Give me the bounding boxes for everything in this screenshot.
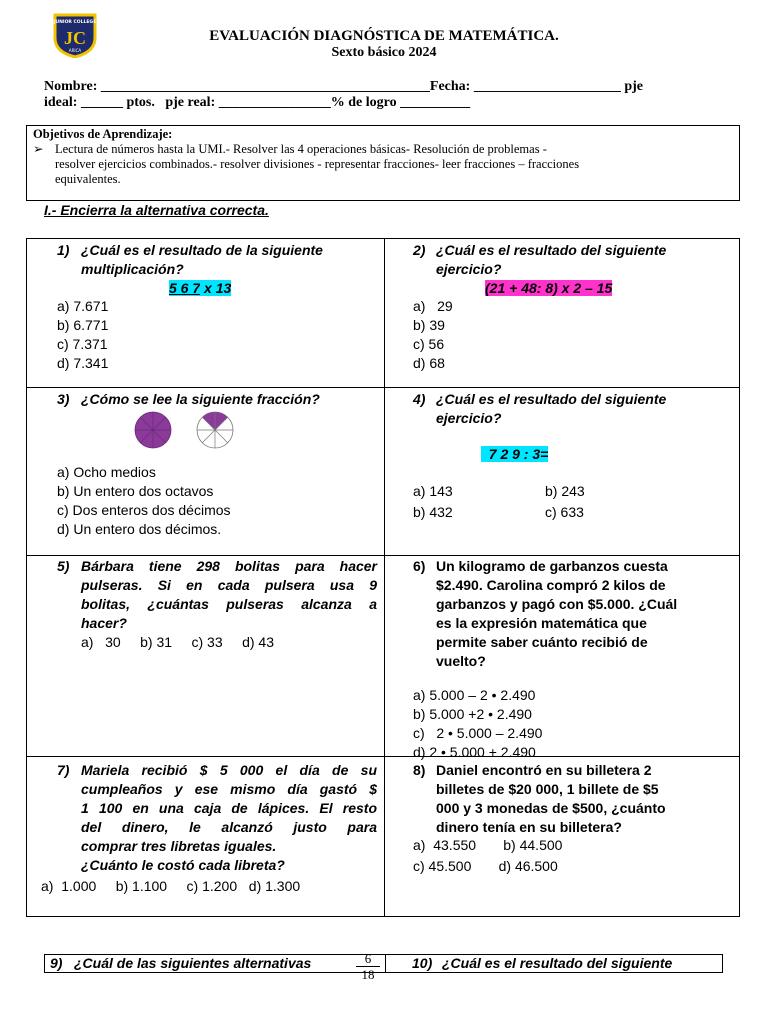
q8-line3: 000 y 3 monedas de $500, ¿cuánto: [436, 800, 666, 816]
q1-option-b[interactable]: b) 6.771: [57, 317, 109, 333]
q8-options-row2[interactable]: c) 45.500 d) 46.500: [413, 858, 558, 874]
q7-options[interactable]: a) 1.000 b) 1.100 c) 1.200 d) 1.300: [41, 878, 301, 894]
questions-table: [26, 238, 740, 917]
page-title: EVALUACIÓN DIAGNÓSTICA DE MATEMÁTICA.: [209, 28, 559, 44]
q2-text-line2: ejercicio?: [436, 261, 502, 277]
q2-text-line1: ¿Cuál es el resultado del siguiente: [436, 242, 667, 258]
q5-number: 5): [57, 558, 70, 574]
q4-text-line1: ¿Cuál es el resultado del siguiente: [436, 391, 667, 407]
q6-line3: garbanzos y pagó con $5.000. ¿Cuál: [436, 596, 678, 612]
q7-line5: comprar tres libretas iguales.: [81, 838, 277, 854]
q4-expression: 7 2 9 : 3=: [481, 446, 549, 462]
q6-option-a[interactable]: a) 5.000 – 2 • 2.490: [413, 687, 536, 703]
q6-line6: vuelto?: [436, 653, 486, 669]
q4-option-b2[interactable]: b) 432: [413, 504, 453, 520]
svg-text:JC: JC: [64, 28, 86, 48]
q7-line2: cumpleaños y ese mismo día gastó $: [81, 781, 377, 797]
q5-line3: bolitas, ¿cuántas pulseras alcanza a: [81, 596, 377, 612]
fraction-pies: [127, 410, 247, 457]
q4-number: 4): [413, 391, 426, 407]
q1-number: 1): [57, 242, 70, 258]
q10-number: 10): [412, 955, 433, 971]
q9-fraction: [356, 951, 380, 982]
q9-text: ¿Cuál de las siguientes alternativas: [74, 955, 312, 971]
q6-option-c[interactable]: c) 2 • 5.000 – 2.490: [413, 725, 543, 741]
q6-option-b[interactable]: b) 5.000 +2 • 2.490: [413, 706, 532, 722]
q3-option-c[interactable]: c) Dos enteros dos décimos: [57, 502, 231, 518]
q5-options[interactable]: a) 30 b) 31 c) 33 d) 43: [81, 634, 274, 650]
q6-line4: es la expresión matemática que: [436, 615, 647, 631]
full-pie: [135, 412, 171, 448]
q3-option-d[interactable]: d) Un entero dos décimos.: [57, 521, 222, 537]
q1-option-d[interactable]: d) 7.341: [57, 355, 109, 371]
q2-option-d[interactable]: d) 68: [413, 355, 445, 371]
q3-option-a[interactable]: a) Ocho medios: [57, 464, 156, 480]
q1-option-a[interactable]: a) 7.671: [57, 298, 109, 314]
q6-number: 6): [413, 558, 426, 574]
q2-expression: (21 + 48: 8) x 2 – 15: [485, 280, 613, 296]
page-subtitle: Sexto básico 2024: [331, 45, 437, 60]
q1-expression: 5 6 7 x 13: [169, 280, 232, 296]
q3-text: ¿Cómo se lee la siguiente fracción?: [81, 391, 320, 407]
partial-pie: [197, 412, 233, 448]
q8-line2: billetes de $20 000, 1 billete de $5: [436, 781, 659, 797]
q6-line2: $2.490. Carolina compró 2 kilos de: [436, 577, 666, 593]
objectives-line2: resolver ejercicios combinados.- resolver divisiones - representar fracciones- leer fracciones – fracciones: [55, 157, 580, 171]
q7-line6: ¿Cuánto le costó cada libreta?: [81, 857, 285, 873]
logo-sub: ARICA: [68, 48, 82, 53]
q5-line1: Bárbara tiene 298 bolitas para hacer: [81, 558, 377, 574]
q2-option-b[interactable]: b) 39: [413, 317, 445, 333]
q4-option-a[interactable]: a) 143: [413, 483, 453, 499]
q3-option-b[interactable]: b) Un entero dos octavos: [57, 483, 214, 499]
q7-line4: del dinero, le alcanzó justo para: [81, 819, 377, 835]
q1-text-line1: ¿Cuál es el resultado de la siguiente: [81, 242, 323, 258]
fraction-denominator: 18: [361, 967, 375, 982]
q9-number: 9): [50, 955, 63, 971]
q8-line1: Daniel encontró en su billetera 2: [436, 762, 652, 778]
section-title: I.- Encierra la alternativa correcta.: [44, 202, 269, 218]
q5-line4: hacer?: [81, 615, 127, 631]
q6-line1: Un kilogramo de garbanzos cuesta: [436, 558, 668, 574]
objectives-heading: Objetivos de Aprendizaje:: [33, 127, 173, 141]
q8-number: 8): [413, 762, 426, 778]
name-date-line: Nombre: _______________________________________________Fecha: _____________________ pje: [44, 79, 643, 94]
q7-number: 7): [57, 762, 70, 778]
score-line: ideal: ______ ptos. pje real: ________________% de logro __________: [44, 95, 471, 110]
objectives-line3: equivalentes.: [55, 172, 121, 186]
q7-line3: 1 100 en una caja de lápices. El resto: [81, 800, 377, 816]
q4-option-c[interactable]: c) 633: [545, 504, 584, 520]
q5-line2: pulseras. Si en cada pulsera usa 9: [81, 577, 377, 593]
fraction-numerator: 6: [356, 951, 380, 967]
q3-number: 3): [57, 391, 70, 407]
q1-option-c[interactable]: c) 7.371: [57, 336, 108, 352]
q7-line1: Mariela recibió $ 5 000 el día de su: [81, 762, 377, 778]
q6-option-d[interactable]: d) 2 • 5.000 + 2.490: [413, 744, 536, 760]
q8-options-row1[interactable]: a) 43.550 b) 44.500: [413, 837, 563, 853]
arrow-bullet-icon: ➢: [33, 142, 44, 156]
q4-option-b1[interactable]: b) 243: [545, 483, 585, 499]
q8-line4: dinero tenía en su billetera?: [436, 819, 622, 835]
q4-text-line2: ejercicio?: [436, 410, 502, 426]
logo-text: JUNIOR COLLEGE: [53, 20, 97, 25]
q1-text-line2: multiplicación?: [81, 261, 184, 277]
q2-option-c[interactable]: c) 56: [413, 336, 445, 352]
q10-text: ¿Cuál es el resultado del siguiente: [442, 955, 673, 971]
q2-option-a[interactable]: a) 29: [413, 298, 453, 314]
q6-line5: permite saber cuánto recibió de: [436, 634, 648, 650]
objectives-line1: Lectura de números hasta la UMI.- Resolver las 4 operaciones básicas- Resolución de problemas -: [55, 142, 547, 156]
objectives-box: [26, 125, 740, 201]
q2-number: 2): [413, 242, 426, 258]
